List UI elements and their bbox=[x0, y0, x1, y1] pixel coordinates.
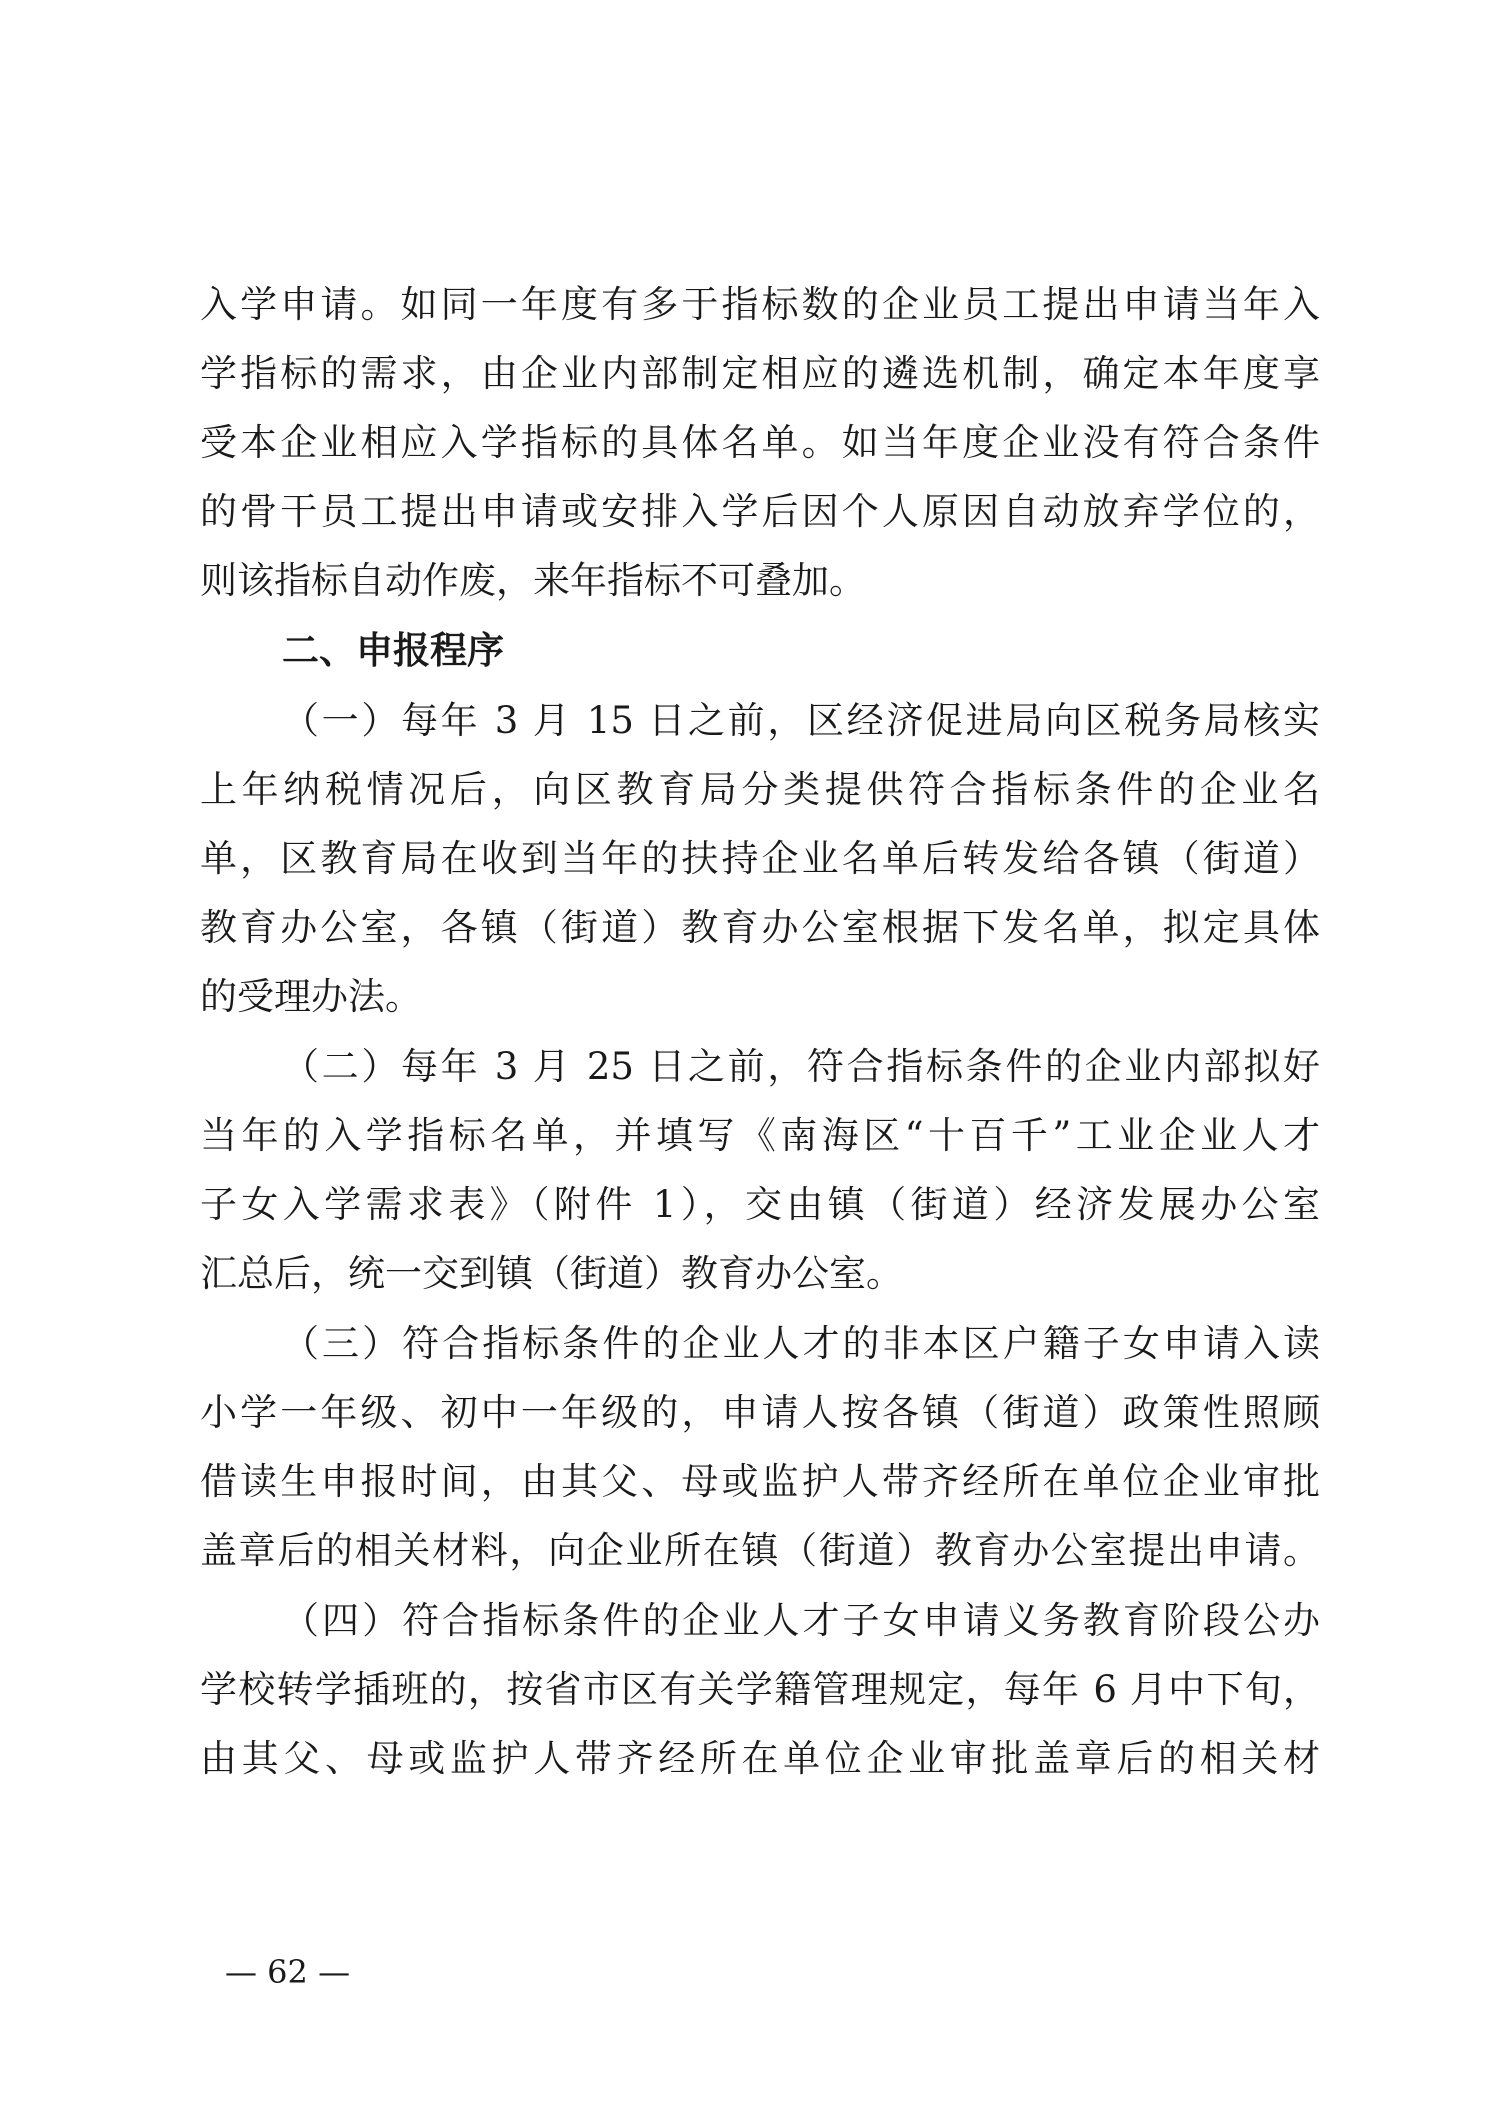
paragraph-line-10: 教育办公室，各镇（街道）教育办公室根据下发名单，拟定具体 bbox=[200, 906, 1320, 949]
paragraph-line-18: 借读生申报时间，由其父、母或监护人带齐经所在单位企业审批 bbox=[200, 1460, 1320, 1503]
paragraph-line-9: 单，区教育局在收到当年的扶持企业名单后转发给各镇（街道） bbox=[200, 837, 1320, 880]
paragraph-line-2: 学指标的需求，由企业内部制定相应的遴选机制，确定本年度享 bbox=[200, 352, 1320, 395]
section-heading: 二、申报程序 bbox=[282, 629, 504, 672]
paragraph-line-1: 入学申请。如同一年度有多于指标数的企业员工提出申请当年入 bbox=[200, 283, 1320, 326]
paragraph-line-3: 受本企业相应入学指标的具体名单。如当年度企业没有符合条件 bbox=[200, 421, 1320, 464]
paragraph-line-8: 上年纳税情况后，向区教育局分类提供符合指标条件的企业名 bbox=[200, 768, 1320, 811]
paragraph-line-17: 小学一年级、初中一年级的，申请人按各镇（街道）政策性照顾 bbox=[200, 1391, 1320, 1434]
paragraph-line-22: 由其父、母或监护人带齐经所在单位企业审批盖章后的相关材 bbox=[200, 1737, 1320, 1780]
paragraph-line-20: （四）符合指标条件的企业人才子女申请义务教育阶段公办 bbox=[282, 1599, 1320, 1642]
paragraph-line-21: 学校转学插班的，按省市区有关学籍管理规定，每年 6 月中下旬， bbox=[200, 1668, 1320, 1711]
paragraph-line-5: 则该指标自动作废，来年指标不可叠加。 bbox=[200, 559, 866, 602]
paragraph-line-11: 的受理办法。 bbox=[200, 975, 422, 1018]
paragraph-line-13: 当年的入学指标名单，并填写《南海区“十百千”工业企业人才 bbox=[200, 1114, 1320, 1157]
paragraph-line-19: 盖章后的相关材料，向企业所在镇（街道）教育办公室提出申请。 bbox=[200, 1529, 1320, 1572]
paragraph-line-16: （三）符合指标条件的企业人才的非本区户籍子女申请入读 bbox=[282, 1322, 1320, 1365]
paragraph-line-12: （二）每年 3 月 25 日之前，符合指标条件的企业内部拟好 bbox=[282, 1045, 1320, 1088]
paragraph-line-14: 子女入学需求表》（附件 1），交由镇（街道）经济发展办公室 bbox=[200, 1183, 1320, 1226]
paragraph-line-15: 汇总后，统一交到镇（街道）教育办公室。 bbox=[200, 1252, 903, 1295]
paragraph-line-4: 的骨干员工提出申请或安排入学后因个人原因自动放弃学位的， bbox=[200, 490, 1320, 533]
paragraph-line-7: （一）每年 3 月 15 日之前，区经济促进局向区税务局核实 bbox=[282, 699, 1320, 742]
page-number: — 62 — bbox=[225, 1953, 351, 1991]
